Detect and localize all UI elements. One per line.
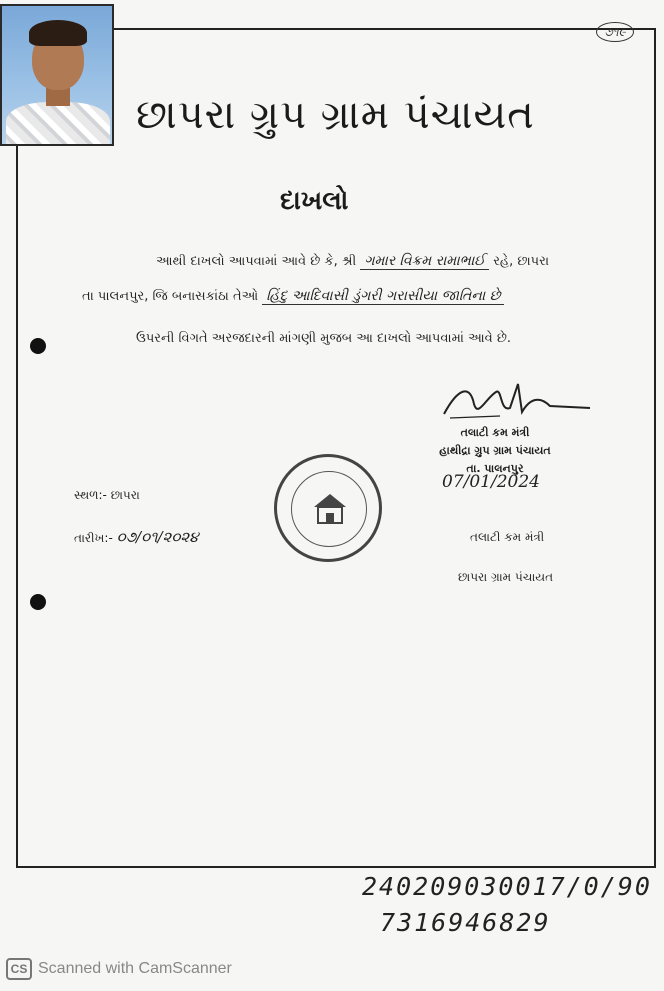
line1-prefix: આથી દાખલો આપવામાં આવે છે કે, શ્રી <box>156 254 357 269</box>
signer-role: તલાટી કમ મંત્રી <box>460 426 530 439</box>
footer-office: છાપરા ગ્રામ પંચાયત <box>458 570 554 584</box>
handwritten-number-1: 240209030017/0/90 <box>362 872 652 901</box>
body-line-3: ઉપરની વિગતે અરજદારની માંગણી મુજબ આ દાખલો આપવામાં આવે છે. <box>136 331 512 346</box>
applicant-name: ગમાર વિક્રમ રામાભાઈ <box>360 253 489 270</box>
body-line-2 <box>82 288 504 304</box>
footer-role: તલાટી કમ મંત્રી <box>470 530 545 544</box>
page-number: ૭૧૯ <box>596 22 634 42</box>
date-label: તારીખ:- <box>74 531 117 545</box>
punch-hole-icon <box>30 338 46 354</box>
date-line <box>74 528 198 546</box>
certificate-heading: દાખલો <box>280 186 349 216</box>
signer-office: હાથીદ્રા ગ્રુપ ગ્રામ પંચાયત <box>439 444 551 457</box>
signer-taluka: તા. પાલનપુર <box>466 462 524 475</box>
place-label: સ્થળ:- છાપરા <box>74 488 140 502</box>
panchayat-title: છાપરા ગ્રુપ ગ્રામ પંચાયત <box>136 92 535 138</box>
signature-icon <box>440 378 600 426</box>
official-seal-icon <box>274 454 382 562</box>
camscanner-watermark: Scanned with CamScanner <box>38 960 232 977</box>
line1-suffix: રહે, છાપરા <box>493 254 550 269</box>
line2-prefix: તા પાલનપુર, જિ બનાસકાંઠા તેઓ <box>82 289 259 304</box>
applicant-photo <box>0 4 114 146</box>
date-value: ૦૭/૦૧/૨૦૨૪ <box>116 528 199 546</box>
signature-date: 07/01/2024 <box>442 472 540 492</box>
caste-text: હિંદુ આદિવાસી ડુંગરી ગરાસીયા જાતિના છે <box>262 288 504 305</box>
signature-block <box>420 424 570 478</box>
body-line-1 <box>156 253 549 269</box>
handwritten-number-2: 7316946829 <box>380 908 551 937</box>
camscanner-logo-icon: CS <box>6 958 32 980</box>
punch-hole-icon <box>30 594 46 610</box>
